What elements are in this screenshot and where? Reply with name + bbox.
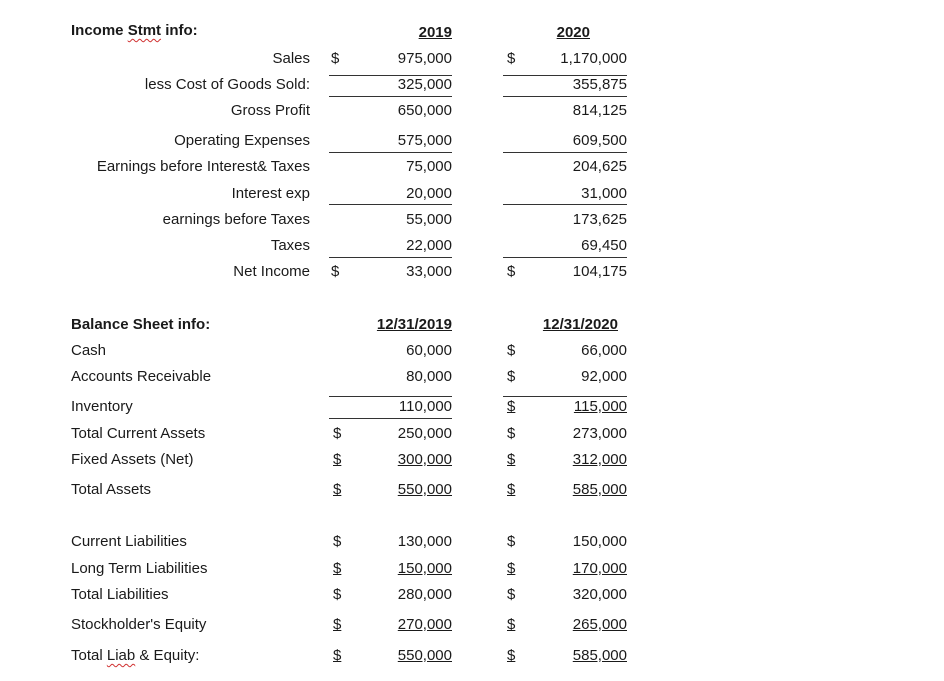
balance-row-label: Inventory (71, 398, 133, 415)
balance-dollar-2020: $ (507, 560, 516, 577)
income-row-label: Earnings before Interest& Taxes (96, 158, 310, 175)
balance-heading: Balance Sheet info: (71, 316, 211, 333)
balance-value-2020: 312,000 (572, 451, 627, 468)
balance-dollar-2020: $ (507, 425, 516, 442)
income-row-label: Gross Profit (230, 102, 310, 119)
balance-value-2019: 150,000 (397, 560, 452, 577)
top-border-line (503, 204, 627, 205)
balance-dollar-2020: $ (507, 451, 516, 468)
income-row-label: less Cost of Goods Sold: (144, 76, 310, 93)
income-year-2019-header: 2019 (418, 24, 452, 41)
balance-row-label: Accounts Receivable (71, 368, 212, 385)
top-border-line (329, 96, 452, 97)
balance-row-label: Current Liabilities (71, 533, 187, 550)
balance-row-label: Long Term Liabilities (71, 560, 208, 577)
income-year-2020-header: 2020 (556, 24, 590, 41)
income-value-2019: 975,000 (397, 50, 452, 67)
income-value-2020: 1,170,000 (560, 50, 627, 67)
balance-value-2019: 130,000 (397, 533, 452, 550)
income-value-2019: 55,000 (406, 211, 452, 228)
balance-value-2019: 550,000 (397, 481, 452, 498)
income-heading: Income Stmt info: (71, 22, 198, 39)
balance-dollar-2019: $ (333, 647, 342, 664)
top-border-line (329, 204, 452, 205)
income-row-label: Taxes (270, 237, 310, 254)
balance-value-2019: 110,000 (398, 398, 452, 415)
balance-value-2019: 80,000 (406, 368, 452, 385)
top-border-line (329, 152, 452, 153)
income-value-2020: 609,500 (572, 132, 627, 149)
income-row-label: Net Income (233, 263, 310, 280)
income-dollar-2019: $ (331, 263, 340, 280)
balance-dollar-2020: $ (507, 368, 516, 385)
balance-row-label: Stockholder's Equity (71, 616, 207, 633)
balance-value-2020: 170,000 (572, 560, 627, 577)
balance-value-2019: 550,000 (397, 647, 452, 664)
balance-value-2019: 280,000 (397, 586, 452, 603)
top-border-line (329, 418, 452, 419)
top-border-line (329, 257, 452, 258)
income-value-2020: 173,625 (572, 211, 627, 228)
balance-dollar-2019: $ (333, 451, 342, 468)
balance-dollar-2019: $ (333, 425, 342, 442)
income-value-2019: 325,000 (397, 76, 452, 93)
income-dollar-2020: $ (507, 263, 516, 280)
income-value-2019: 22,000 (406, 237, 452, 254)
balance-row-label: Fixed Assets (Net) (71, 451, 194, 468)
balance-dollar-2019: $ (333, 560, 342, 577)
income-value-2020: 31,000 (581, 185, 627, 202)
top-border-line (329, 396, 452, 397)
income-dollar-2019: $ (331, 50, 340, 67)
top-border-line (503, 152, 627, 153)
balance-row-label: Total Liabilities (71, 586, 169, 603)
balance-dollar-2020: $ (507, 616, 516, 633)
balance-value-2019: 60,000 (406, 342, 452, 359)
income-value-2019: 33,000 (406, 263, 452, 280)
top-border-line (503, 96, 627, 97)
balance-dollar-2019: $ (333, 533, 342, 550)
balance-dollar-2020: $ (507, 647, 516, 664)
income-value-2019: 575,000 (397, 132, 452, 149)
balance-value-2019: 300,000 (397, 451, 452, 468)
balance-value-2020: 150,000 (572, 533, 627, 550)
top-border-line (503, 396, 627, 397)
balance-row-label: Total Current Assets (71, 425, 206, 442)
income-value-2020: 204,625 (572, 158, 627, 175)
balance-dollar-2019: $ (333, 616, 342, 633)
income-row-label: Interest exp (231, 185, 310, 202)
balance-dollar-2020: $ (507, 481, 516, 498)
balance-dollar-2020: $ (507, 533, 516, 550)
balance-row-label: Total Assets (71, 481, 152, 498)
income-value-2020: 69,450 (581, 237, 627, 254)
income-dollar-2020: $ (507, 50, 516, 67)
balance-value-2020: 273,000 (572, 425, 627, 442)
balance-dollar-2020: $ (507, 398, 516, 415)
balance-row-label: Cash (71, 342, 107, 359)
balance-total-liab-equity-label: Total Liab & Equity: (71, 647, 200, 664)
top-border-line (503, 257, 627, 258)
balance-dollar-2019: $ (333, 586, 342, 603)
income-value-2020: 814,125 (572, 102, 627, 119)
balance-value-2020: 320,000 (572, 586, 627, 603)
income-value-2019: 650,000 (397, 102, 452, 119)
income-value-2020: 104,175 (572, 263, 627, 280)
balance-dollar-2019: $ (333, 481, 342, 498)
balance-value-2020: 265,000 (572, 616, 627, 633)
income-row-label: earnings before Taxes (162, 211, 310, 228)
balance-date-2019-header: 12/31/2019 (376, 316, 452, 333)
balance-dollar-2020: $ (507, 586, 516, 603)
balance-value-2020: 585,000 (572, 481, 627, 498)
income-value-2020: 355,875 (572, 76, 627, 93)
balance-value-2020: 66,000 (581, 342, 627, 359)
balance-value-2020: 92,000 (581, 368, 627, 385)
income-value-2019: 75,000 (406, 158, 452, 175)
income-row-label: Sales (272, 50, 310, 67)
balance-value-2020: 585,000 (572, 647, 627, 664)
income-row-label: Operating Expenses (174, 132, 310, 149)
balance-date-2020-header: 12/31/2020 (542, 316, 618, 333)
balance-value-2020: 115,000 (573, 398, 627, 415)
income-value-2019: 20,000 (406, 185, 452, 202)
balance-value-2019: 270,000 (397, 616, 452, 633)
balance-value-2019: 250,000 (397, 425, 452, 442)
balance-dollar-2020: $ (507, 342, 516, 359)
